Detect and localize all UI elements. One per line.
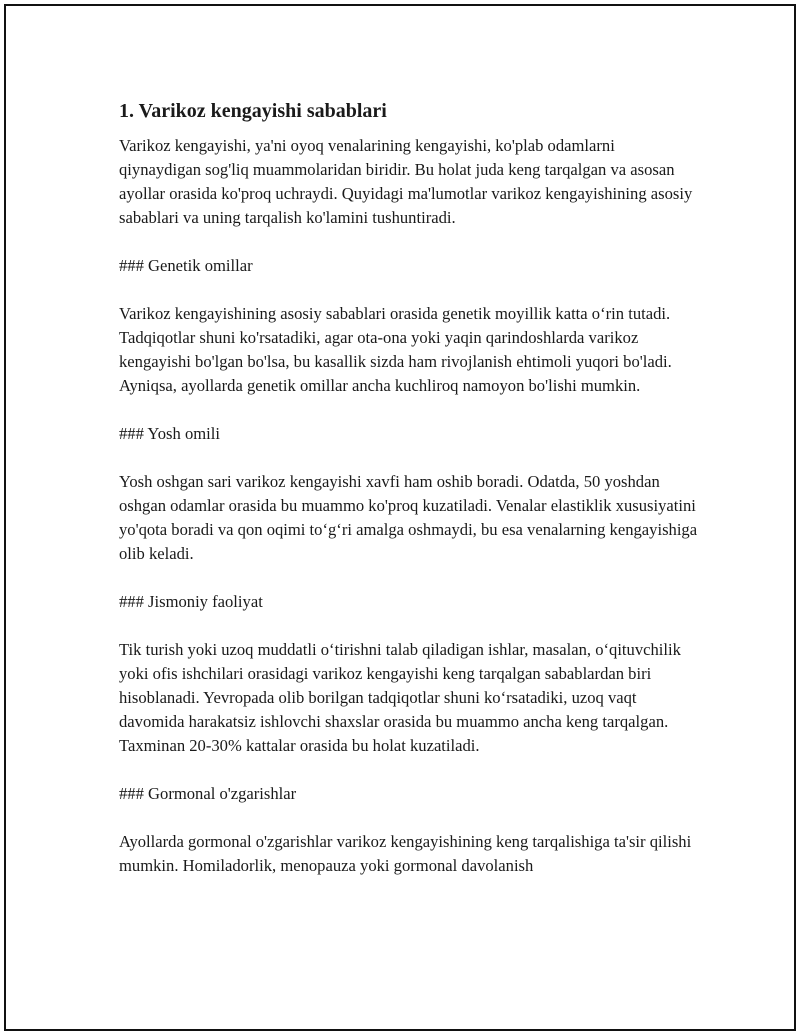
- section-text-hormonal: Ayollarda gormonal o'zgarishlar varikoz kengayishining keng tarqalishiga ta'sir qilishi mumkin. Homiladorlik, menopauza yoki gormonal davolanish: [119, 832, 692, 875]
- section-heading-hormonal: ### Gormonal o'zgarishlar: [119, 784, 297, 803]
- section-text-physical-activity: Tik turish yoki uzoq muddatli o‘tirishni talab qiladigan ishlar, masalan, o‘qituvchilik yoki ofis ishchilari orasidagi varikoz kengayishi keng tarqalgan sabablardan biri hisoblanadi. Yevropada olib borilgan tadqiqotlar shuni ko‘rsatadiki, uzoq vaqt davomida harakatsiz ishlovchi shaxslar orasida bu muammo ancha keng tarqalgan. Taxminan 20-30% kattalar orasida bu holat kuzatiladi.: [119, 640, 681, 755]
- document-body: [119, 98, 699, 902]
- section-heading-physical-activity: ### Jismoniy faoliyat: [119, 592, 263, 611]
- section-text-age: Yosh oshgan sari varikoz kengayishi xavfi ham oshib boradi. Odatda, 50 yoshdan oshgan odamlar orasida bu muammo ko'proq kuzatiladi. Venalar elastiklik xususiyatini yo'qota boradi va qon oqimi to‘g‘ri amalga oshmaydi, bu esa venalarning kengayishiga olib keladi.: [119, 472, 698, 563]
- document-title: 1. Varikoz kengayishi sabablari: [119, 100, 387, 122]
- section-heading-genetic: ### Genetik omillar: [119, 256, 253, 275]
- intro-paragraph: Varikoz kengayishi, ya'ni oyoq venalarining kengayishi, ko'plab odamlarni qiynaydigan sog'liq muammolaridan biridir. Bu holat juda keng tarqalgan va asosan ayollar orasida ko'proq uchraydi. Quyidagi ma'lumotlar varikoz kengayishining asosiy sabablari va uning tarqalish ko'lamini tushuntiradi.: [119, 136, 693, 227]
- page-frame: [4, 4, 796, 1031]
- section-text-genetic: Varikoz kengayishining asosiy sabablari orasida genetik moyillik katta o‘rin tutadi. Tadqiqotlar shuni ko'rsatadiki, agar ota-ona yoki yaqin qarindoshlarda varikoz kengayishi bo'lgan bo'lsa, bu kasallik sizda ham rivojlanish ehtimoli yuqori bo'ladi. Ayniqsa, ayollarda genetik omillar ancha kuchliroq namoyon bo'lishi mumkin.: [119, 304, 672, 395]
- section-heading-age: ### Yosh omili: [119, 424, 220, 443]
